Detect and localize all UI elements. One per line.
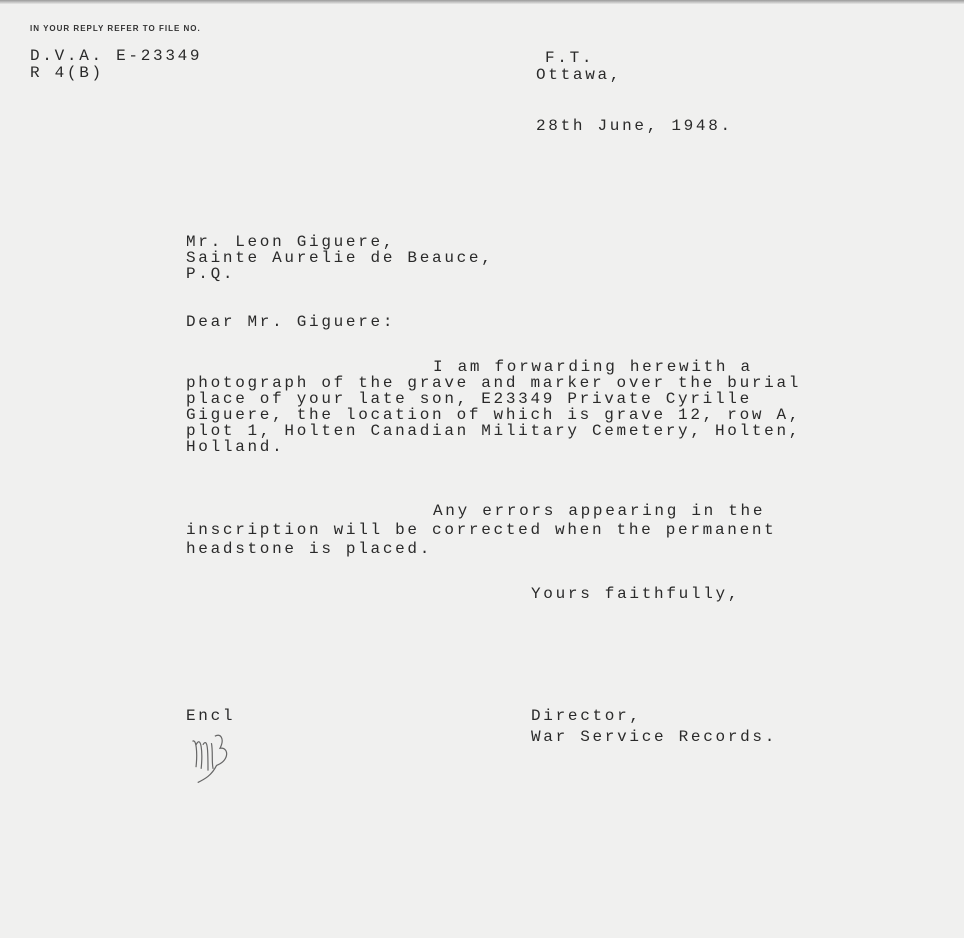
page-edge-shadow: [0, 0, 964, 4]
paragraph-line: Giguere, the location of which is grave 12, row A,: [186, 406, 802, 424]
reply-reference-label: IN YOUR REPLY REFER TO FILE NO.: [30, 24, 201, 33]
paragraph-line: Holland.: [186, 438, 285, 456]
paragraph-line: headstone is placed.: [186, 540, 433, 558]
file-reference: D.V.A. E-23349: [30, 47, 203, 65]
signatory-title: Director,: [531, 707, 642, 725]
signatory-department: War Service Records.: [531, 728, 778, 746]
enclosure-note: Encl: [186, 707, 236, 725]
paragraph-line: inscription will be corrected when the permanent: [186, 521, 777, 539]
recipient-line: Mr. Leon Giguere,: [186, 233, 396, 251]
handwritten-initials-signature: [180, 726, 260, 786]
paragraph-line: I am forwarding herewith a: [433, 358, 753, 376]
closing: Yours faithfully,: [531, 585, 741, 603]
file-reference: R 4(B): [30, 64, 104, 82]
paragraph-line: place of your late son, E23349 Private Cyrille: [186, 390, 752, 408]
recipient-line: P.Q.: [186, 265, 236, 283]
salutation: Dear Mr. Giguere:: [186, 313, 396, 331]
paragraph-line: photograph of the grave and marker over the burial: [186, 374, 802, 392]
paragraph-line: Any errors appearing in the: [433, 502, 766, 520]
recipient-line: Sainte Aurelie de Beauce,: [186, 249, 494, 267]
date: 28th June, 1948.: [536, 117, 733, 135]
paragraph-line: plot 1, Holten Canadian Military Cemetery, Holten,: [186, 422, 802, 440]
place: Ottawa,: [536, 66, 623, 84]
typist-initials: F.T.: [545, 49, 595, 67]
